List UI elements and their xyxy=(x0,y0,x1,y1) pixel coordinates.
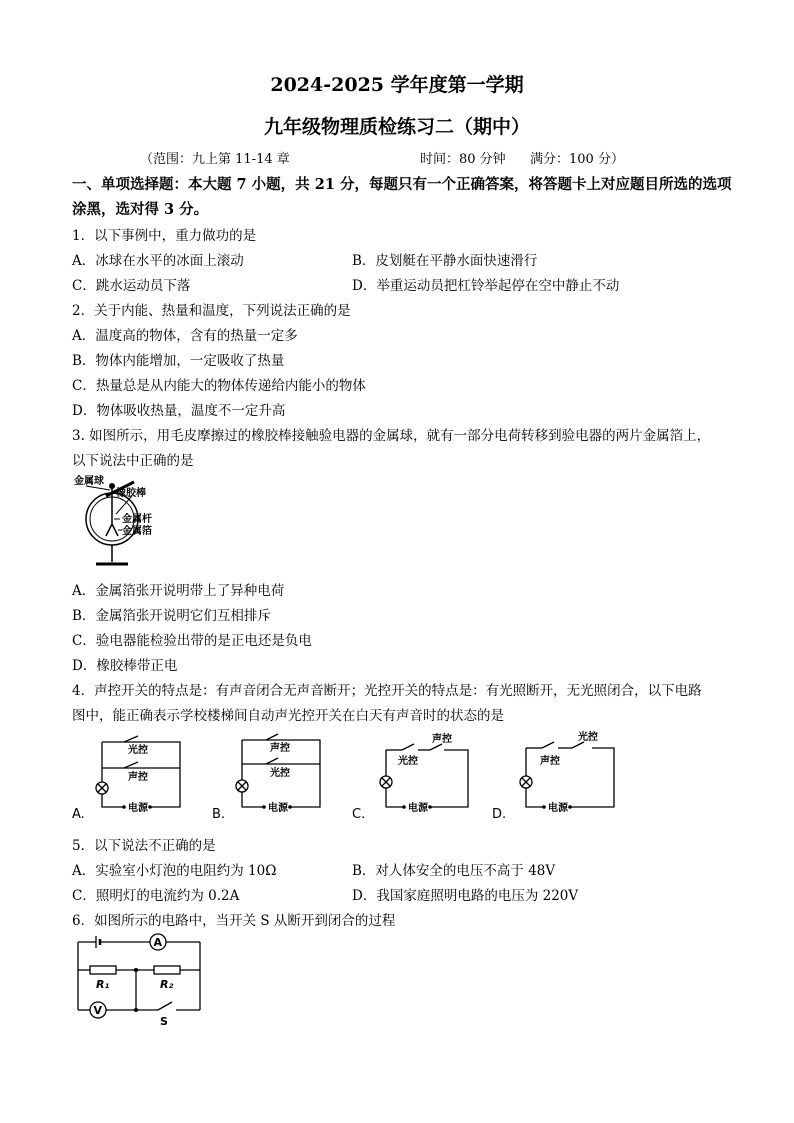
option-d-label: D. xyxy=(492,807,507,822)
q1-option-a: A．冰球在水平的冰面上滚动 xyxy=(72,253,244,269)
r1-label: R₁ xyxy=(96,978,110,991)
q5-option-b: B．对人体安全的电压不高于 48V xyxy=(352,863,556,879)
section-heading: 一、单项选择题：本大题 7 小题，共 21 分，每题只有一个正确答案，将答题卡上对应题目所选的选项涂黑，选对得 3 分。 xyxy=(72,176,732,218)
q5-stem: 5．以下说法不正确的是 xyxy=(72,838,216,854)
d-sound-switch-label: 声控 xyxy=(540,756,560,767)
a-light-switch-label: 光控 xyxy=(128,745,148,756)
b-power-label: 电源 xyxy=(268,803,288,814)
exam-subtitle: 九年级物理质检练习二（期中） xyxy=(263,116,530,138)
d-light-switch-label: 光控 xyxy=(578,732,598,743)
label-metal-foil: 金属箔 xyxy=(122,526,152,537)
q4-stem-line1: 4．声控开关的特点是：有声音闭合无声音断开；光控开关的特点是：有光照断开，无光照闭合，以下电路 xyxy=(72,683,702,699)
b-sound-switch-label: 声控 xyxy=(270,743,290,754)
b-light-switch-label: 光控 xyxy=(270,768,290,779)
q3-stem-line2: 以下说法中正确的是 xyxy=(72,453,194,469)
q1-stem: 1．以下事例中，重力做功的是 xyxy=(72,228,257,244)
q2-option-b: B．物体内能增加，一定吸收了热量 xyxy=(72,353,285,369)
voltmeter-label: V xyxy=(93,1004,103,1017)
ammeter-label: A xyxy=(153,936,163,949)
q3-stem-line1: 3. 如图所示，用毛皮摩擦过的橡胶棒接触验电器的金属球，就有一部分电荷转移到验电器的两片金属箔上， xyxy=(72,428,711,444)
a-sound-switch-label: 声控 xyxy=(128,772,148,783)
q1-option-d: D．举重运动员把杠铃举起停在空中静止不动 xyxy=(352,278,620,294)
exam-title: 2024-2025 学年度第一学期 xyxy=(270,74,524,96)
q6-stem: 6．如图所示的电路中，当开关 S 从断开到闭合的过程 xyxy=(72,913,396,929)
q5-option-a: A．实验室小灯泡的电阻约为 10Ω xyxy=(72,863,277,879)
exam-scope: （范围：九上第 11-14 章 xyxy=(140,152,290,167)
q4-stem-line2: 图中，能正确表示学校楼梯间自动声光控开关在白天有声音时的状态的是 xyxy=(72,708,504,724)
q3-option-d: D．橡胶棒带正电 xyxy=(72,658,178,674)
a-power-label: 电源 xyxy=(128,803,148,814)
q2-option-d: D．物体吸收热量，温度不一定升高 xyxy=(72,403,286,419)
circuit-option-a xyxy=(72,730,212,825)
q3-option-c: C．验电器能检验出带的是正电还是负电 xyxy=(72,633,312,649)
q1-option-c: C．跳水运动员下落 xyxy=(72,278,191,294)
exam-time: 时间：80 分钟 xyxy=(420,152,506,167)
q3-option-b: B．金属箔张开说明它们互相排斥 xyxy=(72,608,271,624)
switch-s-label: S xyxy=(160,1015,168,1027)
q5-option-c: C．照明灯的电流约为 0.2A xyxy=(72,888,240,904)
c-sound-switch-label: 声控 xyxy=(432,734,452,745)
c-light-switch-label: 光控 xyxy=(398,756,418,767)
electroscope-figure xyxy=(72,474,192,574)
c-power-label: 电源 xyxy=(408,803,428,814)
q2-option-a: A．温度高的物体，含有的热量一定多 xyxy=(72,328,298,344)
circuit-option-b xyxy=(212,730,352,825)
option-a-label: A. xyxy=(72,807,85,822)
q5-option-d: D．我国家庭照明电路的电压为 220V xyxy=(352,888,579,904)
q2-option-c: C．热量总是从内能大的物体传递给内能小的物体 xyxy=(72,378,366,394)
d-power-label: 电源 xyxy=(548,803,568,814)
option-c-label: C. xyxy=(352,807,366,822)
q1-option-b: B．皮划艇在平静水面快速滑行 xyxy=(352,253,538,269)
label-rubber-rod: 橡胶棒 xyxy=(116,488,146,499)
label-metal-ball: 金属球 xyxy=(74,476,104,487)
circuit-option-d xyxy=(492,730,632,825)
q3-option-a: A．金属箔张开说明带上了异种电荷 xyxy=(72,583,285,599)
circuit-option-c xyxy=(352,730,492,825)
label-metal-stem: 金属杆 xyxy=(122,514,152,525)
option-b-label: B. xyxy=(212,807,226,822)
q6-circuit-figure xyxy=(72,932,212,1027)
exam-score: 满分：100 分） xyxy=(530,152,624,167)
r2-label: R₂ xyxy=(160,978,174,991)
q2-stem: 2．关于内能、热量和温度，下列说法正确的是 xyxy=(72,303,351,319)
